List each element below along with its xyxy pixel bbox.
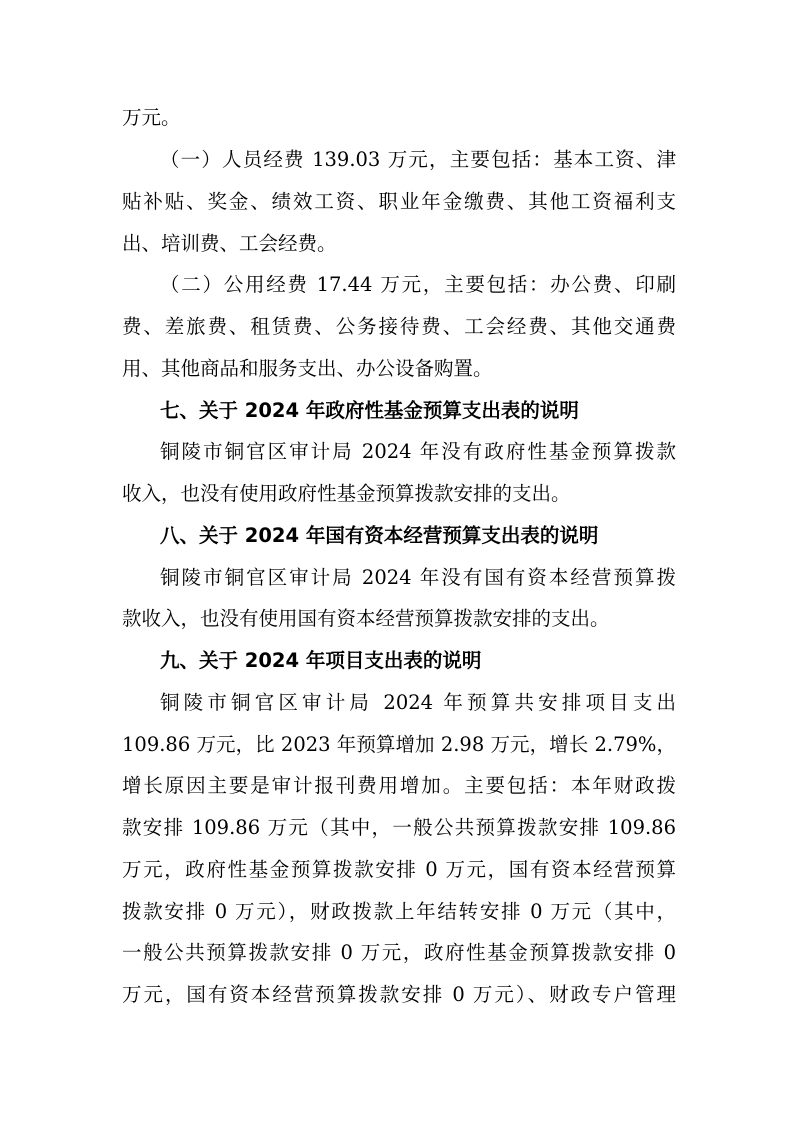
paragraph-line: 收入，也没有使用政府性基金预算拨款安排的支出。: [122, 482, 571, 505]
paragraph-line: 拨款安排 0 万元），财政拨款上年结转安排 0 万元（其中，: [122, 900, 676, 923]
paragraph-line: 万元，国有资本经营预算拨款安排 0 万元）、财政专户管理: [122, 983, 676, 1006]
paragraph-line: 铜陵市铜官区审计局 2024 年没有政府性基金预算拨款: [160, 440, 676, 463]
section-heading: 七、关于 2024 年政府性基金预算支出表的说明: [160, 399, 579, 422]
paragraph-line: 增长原因主要是审计报刊费用增加。主要包括：本年财政拨: [122, 774, 676, 797]
paragraph-line: 出、培训费、工会经费。: [122, 232, 337, 255]
paragraph-line: 铜陵市铜官区审计局 2024 年没有国有资本经营预算拨: [160, 566, 676, 589]
paragraph-line: 费、差旅费、租赁费、公务接待费、工会经费、其他交通费: [122, 315, 676, 338]
paragraph-line: （一）人员经费 139.03 万元，主要包括：基本工资、津: [160, 148, 676, 171]
section-heading: 九、关于 2024 年项目支出表的说明: [160, 649, 482, 672]
paragraph-line: （二）公用经费 17.44 万元，主要包括：办公费、印刷: [160, 273, 676, 296]
paragraph-line: 款收入，也没有使用国有资本经营预算拨款安排的支出。: [122, 607, 610, 630]
paragraph-line: 一般公共预算拨款安排 0 万元，政府性基金预算拨款安排 0: [122, 941, 676, 964]
paragraph-line: 贴补贴、奖金、绩效工资、职业年金缴费、其他工资福利支: [122, 190, 676, 213]
paragraph-line: 万元。: [122, 106, 181, 129]
section-heading: 八、关于 2024 年国有资本经营预算支出表的说明: [160, 524, 599, 547]
paragraph-line: 铜陵市铜官区审计局 2024 年预算共安排项目支出: [160, 691, 676, 714]
paragraph-line: 万元，政府性基金预算拨款安排 0 万元，国有资本经营预算: [122, 858, 676, 881]
paragraph-line: 109.86 万元，比 2023 年预算增加 2.98 万元，增长 2.79%，: [122, 733, 676, 756]
paragraph-line: 款安排 109.86 万元（其中，一般公共预算拨款安排 109.86: [122, 816, 676, 839]
paragraph-line: 用、其他商品和服务支出、办公设备购置。: [122, 357, 493, 380]
